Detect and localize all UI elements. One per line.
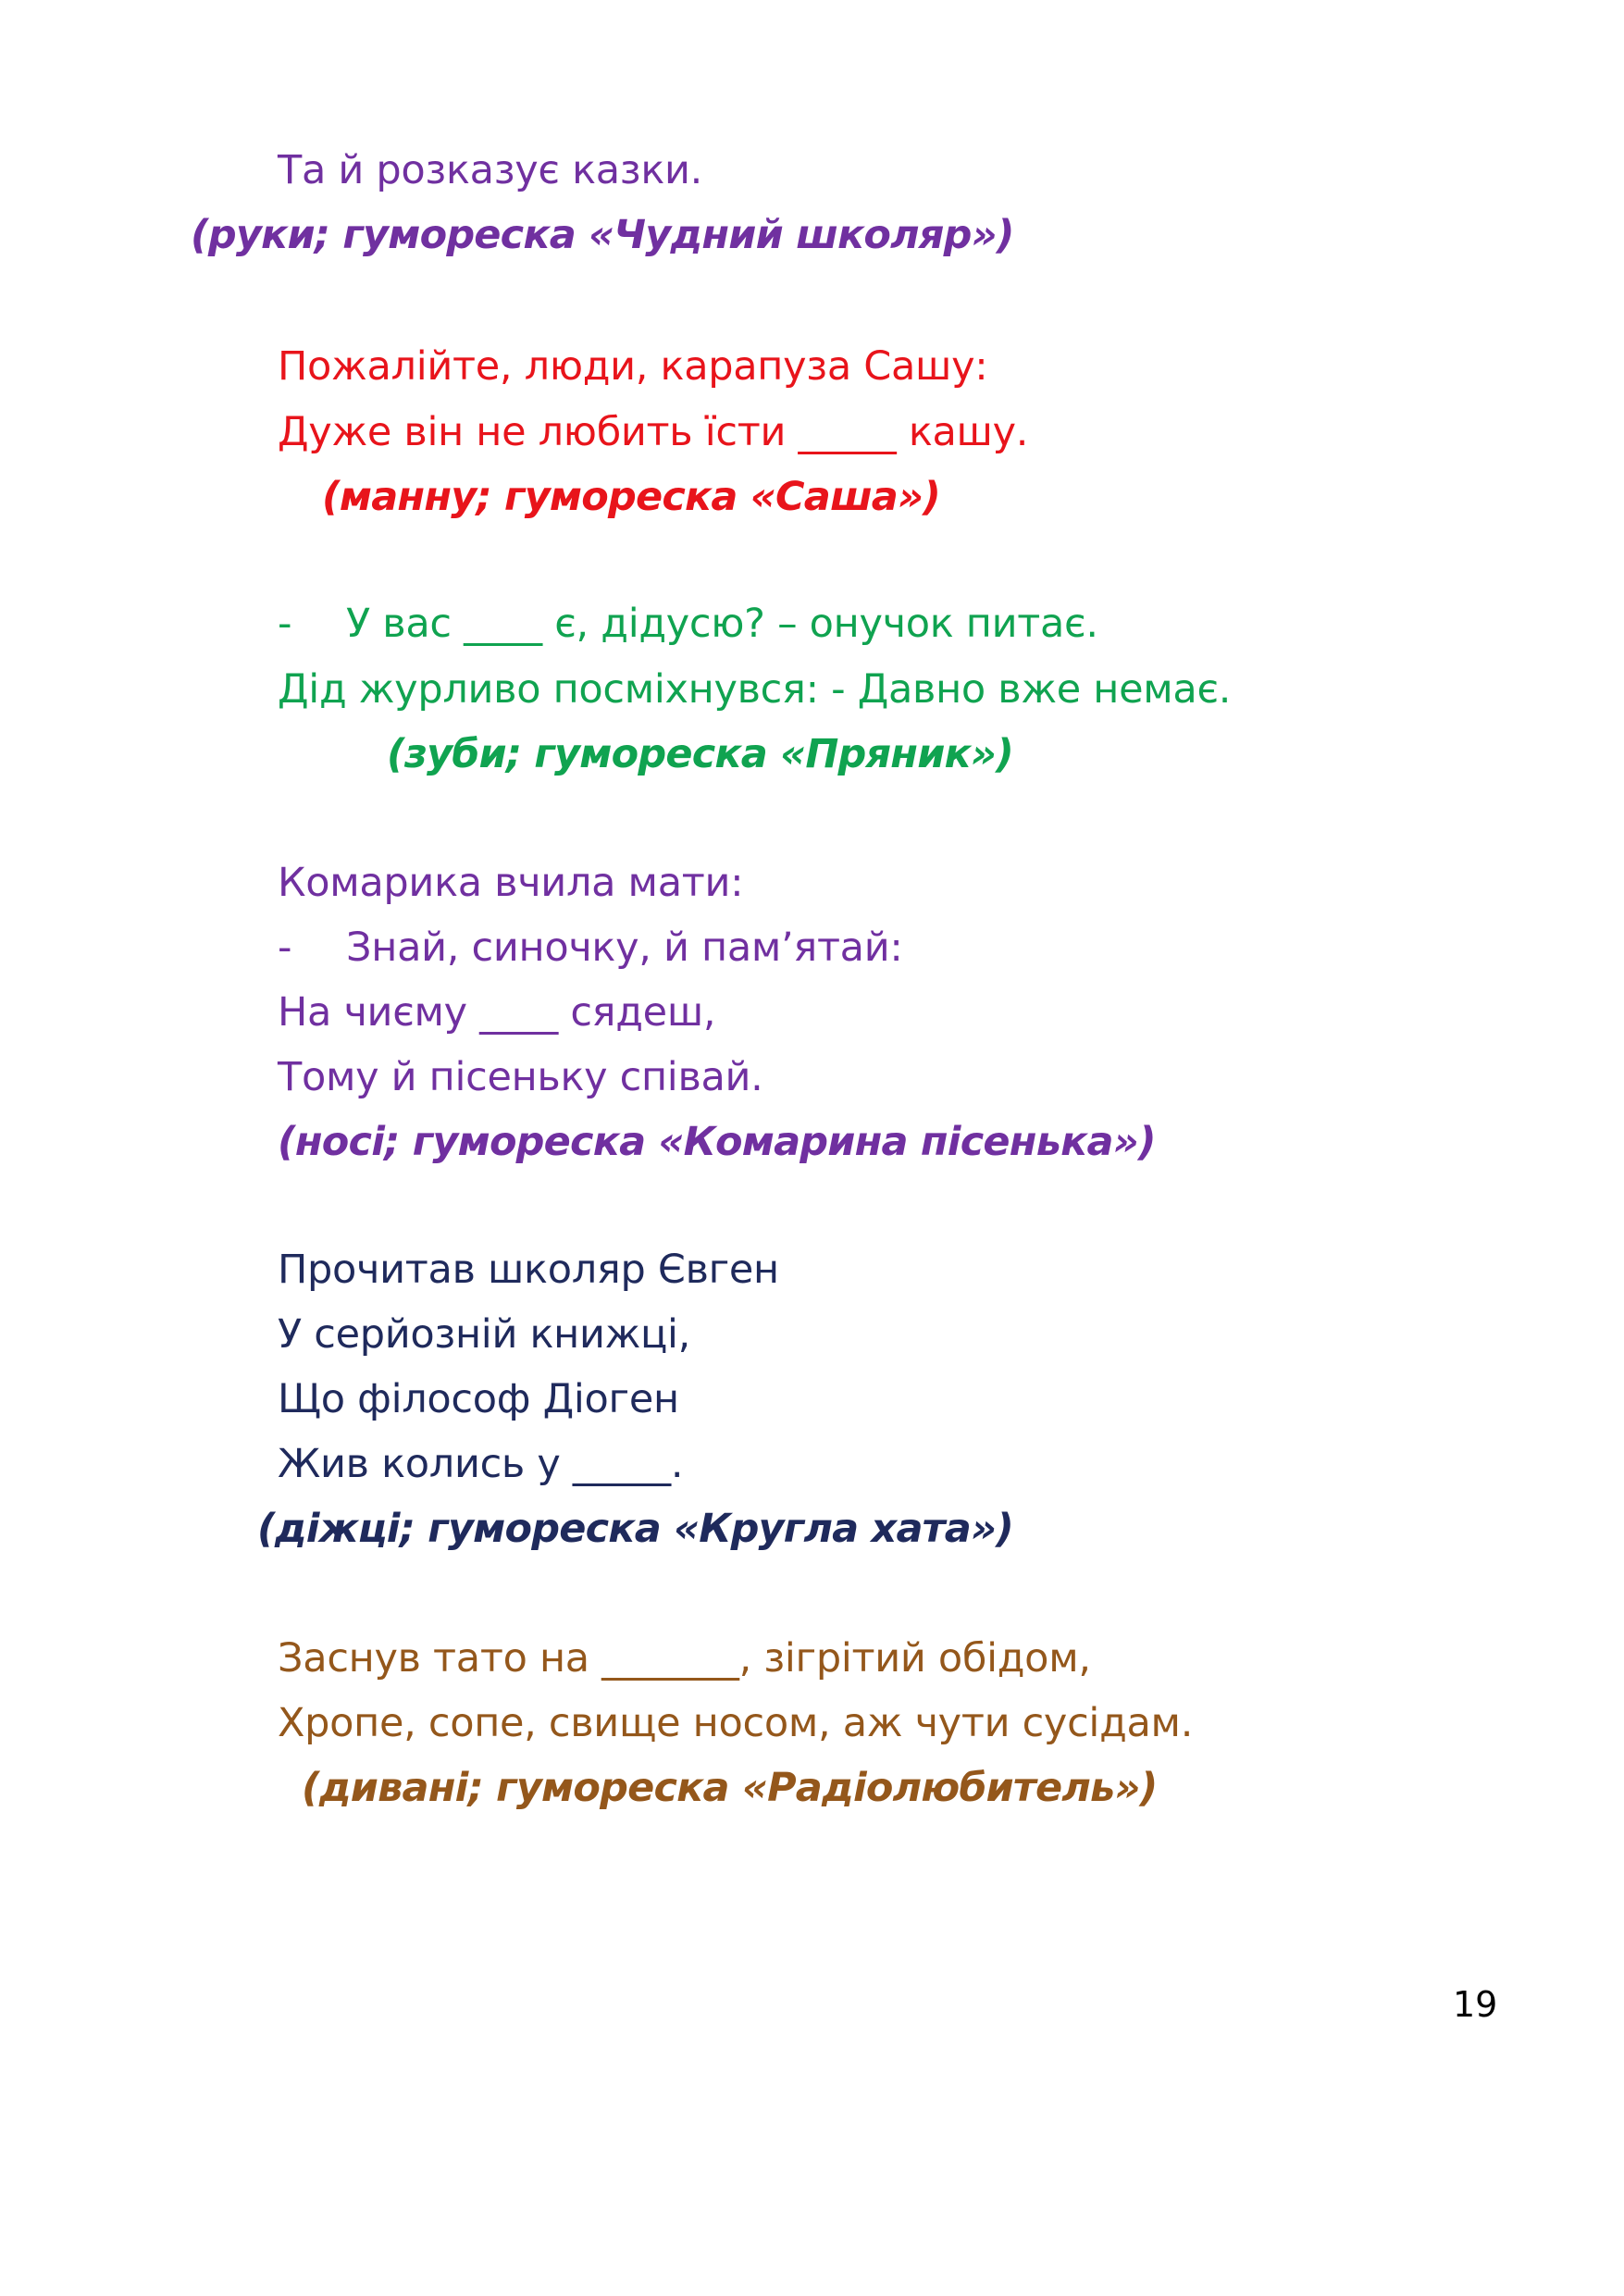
verse-line: У серйозній книжці, — [278, 1311, 691, 1358]
verse-line: Прочитав школяр Євген — [278, 1247, 779, 1293]
answer-line: (дивані; гумореска «Радіолюбитель») — [302, 1765, 1158, 1811]
verse-line: Дід журливо посміхнувся: - Давно вже немає. — [278, 666, 1232, 713]
dash-marker: - — [278, 925, 292, 971]
verse-line: Жив колись у _____. — [278, 1441, 684, 1487]
verse-line: Та й розказує казки. — [278, 147, 703, 193]
answer-line: (руки; гумореска «Чудний школяр») — [191, 212, 1014, 258]
dash-marker: - — [278, 601, 292, 647]
answer-line: (носі; гумореска «Комарина пісенька») — [278, 1119, 1156, 1165]
verse-line: Що філософ Діоген — [278, 1376, 679, 1422]
verse-line: Знай, синочку, й пам’ятай: — [346, 925, 903, 971]
verse-line: Тому й пісеньку співай. — [278, 1054, 763, 1100]
verse-line: На чиєму ____ сядеш, — [278, 989, 716, 1036]
verse-line: У вас ____ є, дідусю? – онучок питає. — [346, 601, 1098, 647]
verse-line: Заснув тато на _______, зігрітий обідом, — [278, 1635, 1091, 1682]
answer-line: (зуби; гумореска «Пряник») — [387, 731, 1013, 777]
page-number: 19 — [1453, 1984, 1498, 2025]
verse-line: Дуже він не любить їсти _____ кашу. — [278, 409, 1029, 455]
answer-line: (діжці; гумореска «Кругла хата») — [257, 1506, 1014, 1552]
verse-line: Хропе, сопе, свище носом, аж чути сусідам. — [278, 1700, 1194, 1746]
verse-line: Пожалійте, люди, карапуза Сашу: — [278, 343, 988, 390]
verse-line: Комарика вчила мати: — [278, 860, 744, 906]
answer-line: (манну; гумореска «Саша») — [322, 474, 941, 520]
